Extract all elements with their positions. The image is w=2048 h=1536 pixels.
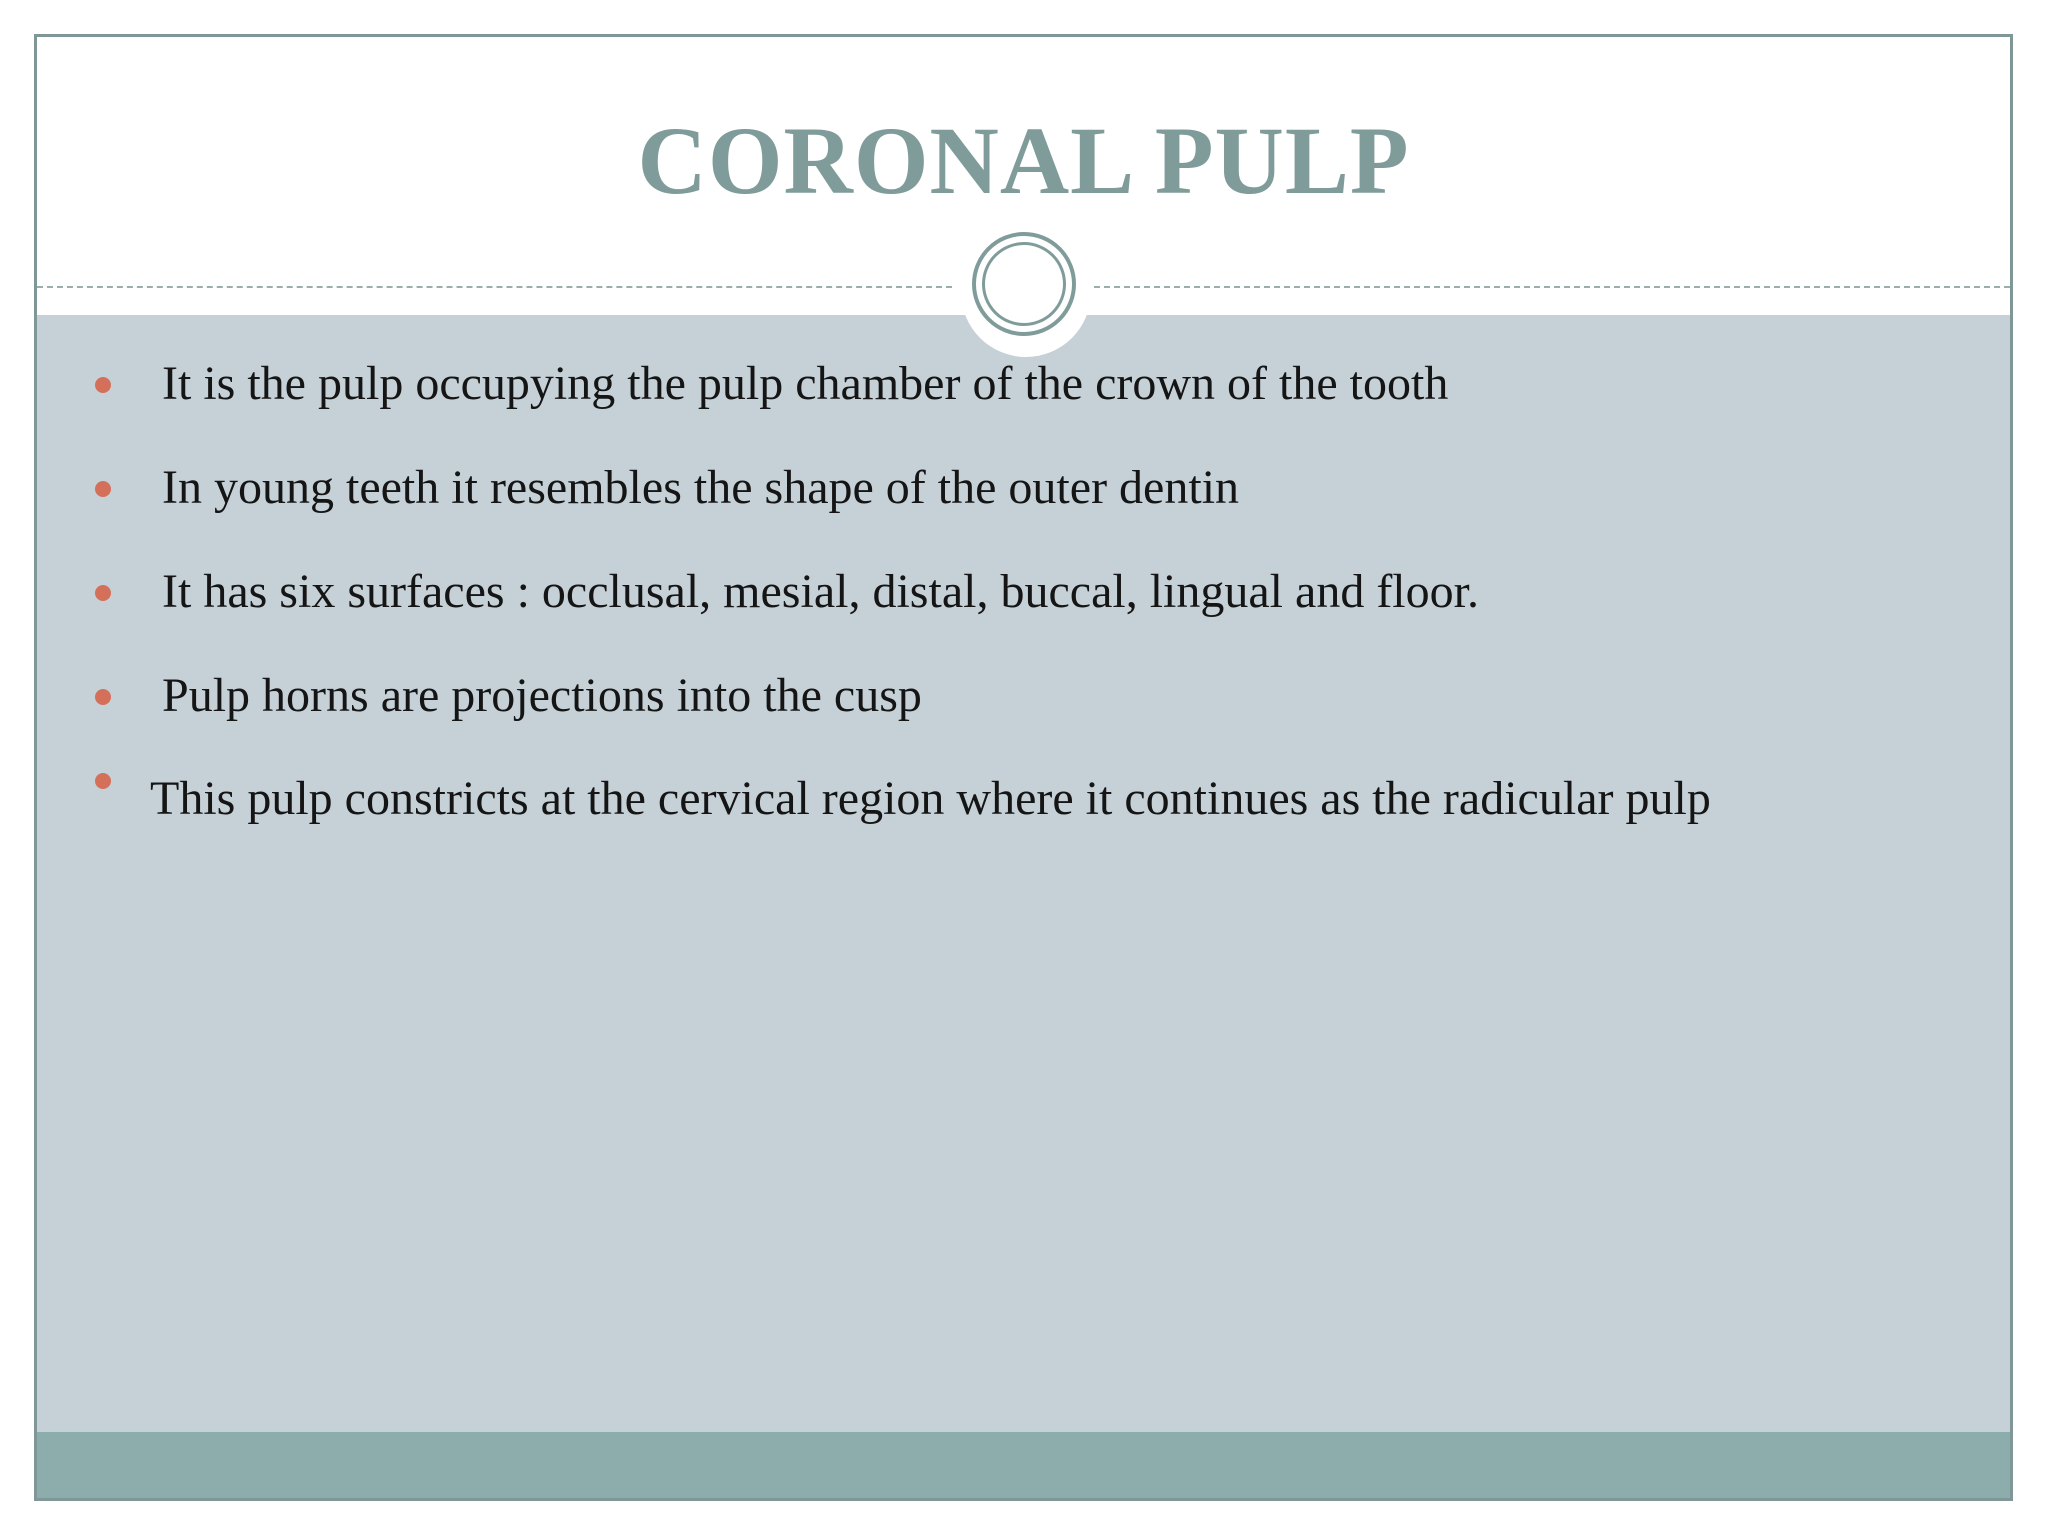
bullet-text: It is the pulp occupying the pulp chamber of the crown of the tooth: [162, 357, 1449, 410]
bullet-item: [37, 753, 2010, 845]
header-divider-left: [37, 286, 952, 288]
bullet-dot-icon: [95, 481, 111, 497]
bullet-dot-icon: [95, 773, 111, 789]
bullet-item: [37, 461, 2010, 514]
bullet-text: In young teeth it resembles the shape of the outer dentin: [162, 461, 1240, 514]
bullet-dot-icon: [95, 377, 111, 393]
bullet-text: Pulp horns are projections into the cusp: [162, 669, 922, 722]
bullet-item: [37, 565, 2010, 618]
bullet-list: [37, 357, 2010, 896]
ornament-circle-icon: [972, 232, 1076, 336]
bullet-item: [37, 669, 2010, 722]
slide: [34, 34, 2013, 1501]
bullet-text: This pulp constricts at the cervical region where it continues as the radicular pulp: [150, 772, 1711, 825]
header-divider-right: [1094, 286, 2010, 288]
bullet-dot-icon: [95, 585, 111, 601]
ornament-inner-circle: [982, 242, 1066, 326]
footer-bar: [37, 1432, 2010, 1501]
bullet-dot-icon: [95, 689, 111, 705]
bullet-item: [37, 357, 2010, 410]
bullet-text: It has six surfaces : occlusal, mesial, distal, buccal, lingual and floor.: [162, 565, 1479, 618]
slide-title: CORONAL PULP: [637, 107, 1410, 214]
